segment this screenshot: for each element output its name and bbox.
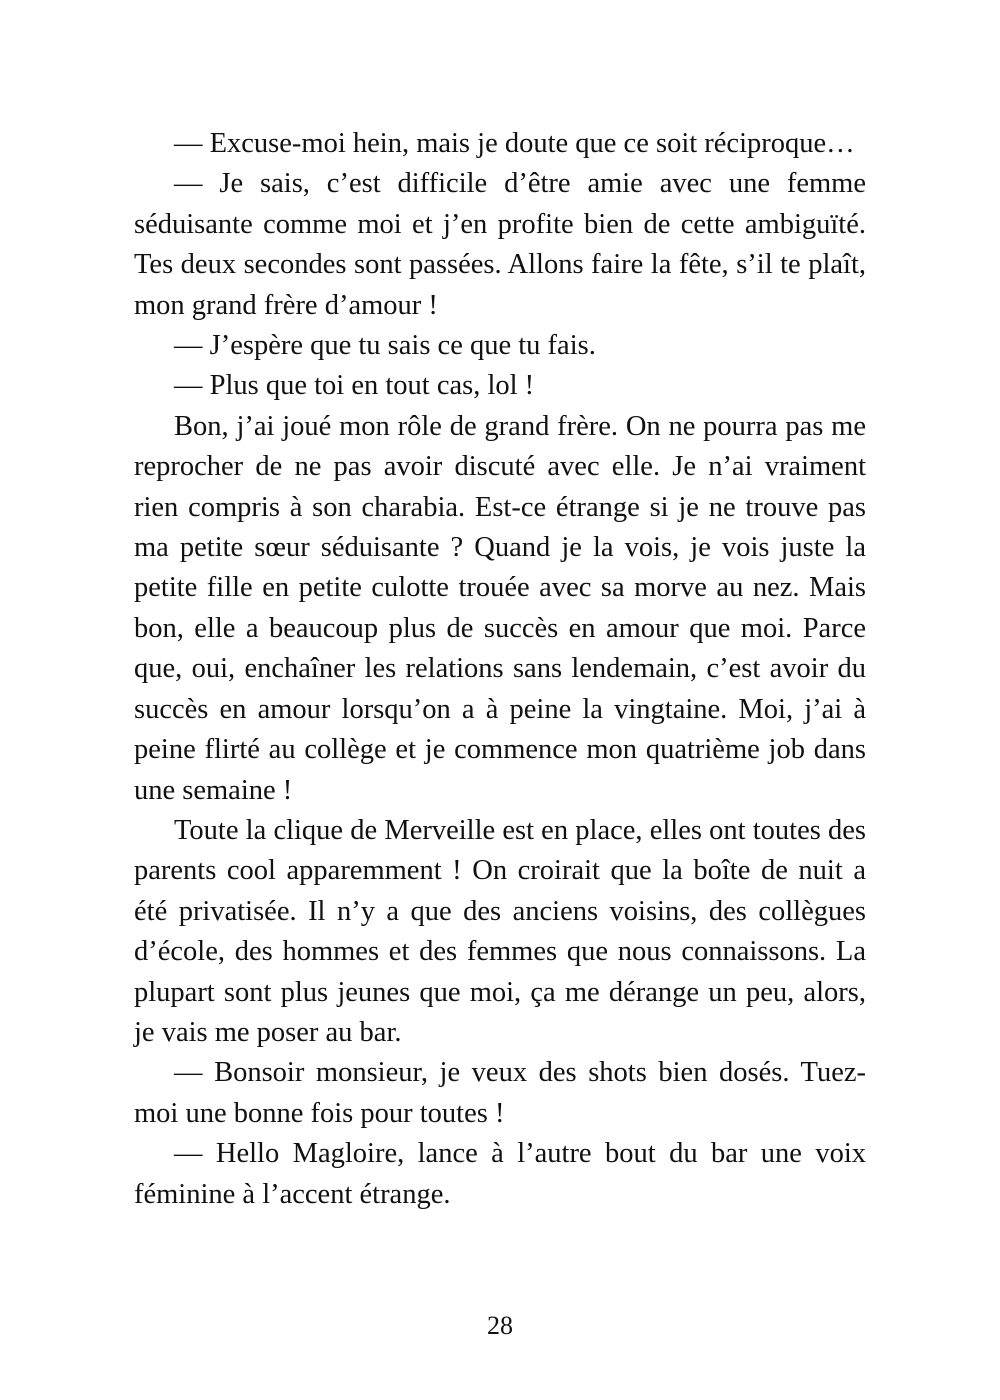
paragraph-1: — Excuse-moi hein, mais je doute que ce soit réciproque… (174, 128, 855, 159)
paragraph-2: — Je sais, c’est difficile d’être amie avec une femme séduisante comme moi et j’en profite bien de cette ambiguïté. Tes deux secondes sont passées. Allons faire la fête, s’il te plaît, mon grand frère d’amour ! (134, 168, 866, 321)
paragraph-4: — Plus que toi en tout cas, lol ! (174, 370, 535, 402)
paragraph-6: Toute la clique de Merveille est en place, elles ont toutes des parents cool apparemment ! On croirait que la boîte de nuit a été privatisée. Il n’y a que des anciens voisins, des collègues d’école, des hommes et des femmes que nous connaissons. La plupart sont plus jeunes que moi, ça me dérange un peu, alors, je vais me poser au bar. (134, 814, 866, 1048)
page-text-block (134, 124, 866, 1215)
paragraph-3: — J’espère que tu sais ce que tu fais. (174, 330, 596, 362)
paragraph-8: — Hello Magloire, lance à l’autre bout du bar une voix féminine à l’accent étrange. (134, 1138, 866, 1210)
paragraph-5: Bon, j’ai joué mon rôle de grand frère. On ne pourra pas me reprocher de ne pas avoir discuté avec elle. Je n’ai vraiment rien compris à son charabia. Est-ce étrange si je ne trouve pas ma petite sœur séduisante ? Quand je la vois, je vois juste la petite fille en petite culotte trouée avec sa morve au nez. Mais bon, elle a beaucoup plus de succès en amour que moi. Parce que, oui, enchaîner les relations sans lendemain, c’est avoir du succès en amour lorsqu’on a à peine la vingtaine. Moi, j’ai à peine flirté au collège et je commence mon quatrième job dans une semaine ! (134, 410, 866, 806)
paragraph-7: — Bonsoir monsieur, je veux des shots bien dosés. Tuez-moi une bonne fois pour toutes ! (134, 1057, 866, 1129)
page-number: 28 (487, 1311, 513, 1340)
